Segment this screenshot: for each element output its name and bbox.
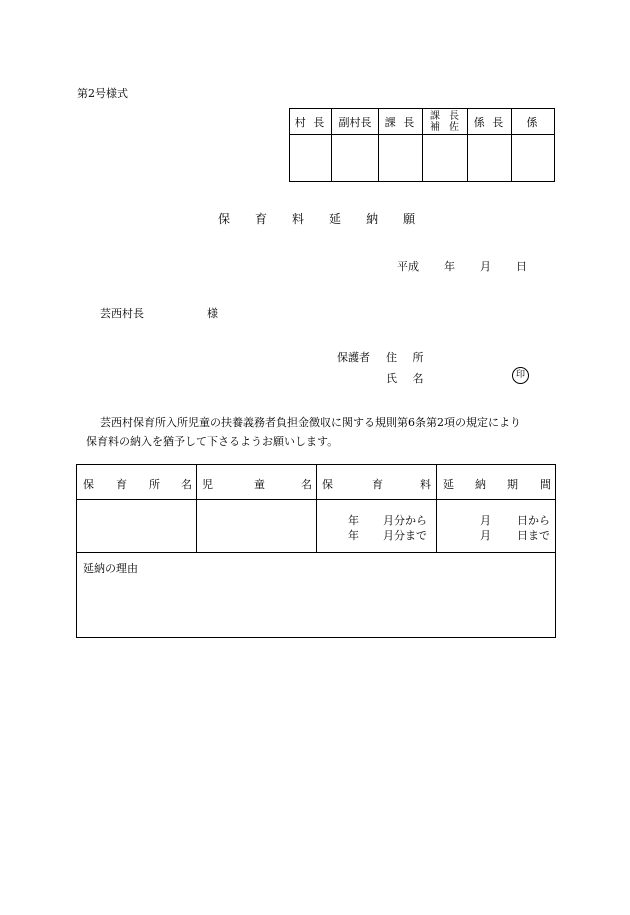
header-fee: 料 [420, 478, 431, 491]
header-period: 納 [475, 478, 486, 491]
period-to-month[interactable]: 月 [480, 529, 491, 542]
address-field[interactable]: 住 所 [386, 351, 430, 364]
document-title [218, 210, 415, 227]
approval-stamp-cell[interactable] [468, 135, 511, 181]
fee-from-year[interactable]: 年 [348, 514, 359, 527]
approval-header-char: 補 [430, 121, 441, 133]
approval-col-village-head [290, 109, 332, 181]
period-from-day[interactable]: 日から [517, 514, 550, 527]
fee-to-month[interactable]: 月分まで [383, 529, 427, 542]
header-period: 間 [540, 478, 551, 491]
approval-stamp-cell[interactable] [423, 135, 467, 181]
approval-stamp-cell[interactable] [290, 135, 331, 181]
date-era: 平成 [397, 260, 419, 273]
honorific: 様 [207, 307, 218, 320]
approval-header: 副村長 [332, 109, 378, 135]
nursery-name-field[interactable] [77, 500, 196, 553]
header-nursery: 所 [149, 478, 160, 491]
approval-col-deputy [332, 109, 379, 181]
title-char: 料 [292, 212, 305, 226]
addressee: 芸西村長 [100, 307, 144, 320]
fee-to-year[interactable]: 年 [348, 529, 359, 542]
header-child: 名 [301, 478, 312, 491]
header-period: 延 [443, 478, 454, 491]
approval-stamp-cell[interactable] [512, 135, 554, 181]
approval-stamp-cell[interactable] [332, 135, 378, 181]
header-child: 児 [202, 478, 213, 491]
approval-header: 係 [512, 109, 554, 135]
approval-header: 課 長 [379, 109, 422, 135]
approval-header-char: 長 [449, 110, 460, 122]
column-divider [316, 465, 317, 553]
request-body-line1: 芸西村保育所入所児童の扶養義務者負担金徴収に関する規則第6条第2項の規定により [100, 416, 521, 429]
header-nursery: 育 [116, 478, 127, 491]
approval-col-assistant [423, 109, 468, 181]
reason-field[interactable] [77, 575, 555, 637]
approval-col-section-chief [379, 109, 423, 181]
seal-mark-icon: 印 [512, 367, 529, 384]
title-char: 延 [329, 212, 342, 226]
title-char: 育 [255, 212, 268, 226]
approval-header [423, 109, 467, 135]
title-char: 納 [366, 212, 379, 226]
name-field[interactable]: 氏 名 [386, 372, 430, 385]
approval-col-staff [512, 109, 554, 181]
approval-header-char: 佐 [449, 121, 460, 133]
period-from-month[interactable]: 月 [480, 514, 491, 527]
date-year[interactable]: 年 [444, 260, 455, 273]
guardian-label: 保護者 [337, 351, 370, 364]
period-to-day[interactable]: 日まで [517, 529, 550, 542]
approval-header-char: 課 [430, 110, 441, 122]
column-divider [436, 465, 437, 553]
header-nursery: 保 [83, 478, 94, 491]
date-day[interactable]: 日 [516, 260, 527, 273]
header-fee: 育 [372, 478, 383, 491]
date-month[interactable]: 月 [480, 260, 491, 273]
request-body-line2: 保育料の納入を猶予して下さるようお願いします。 [86, 435, 339, 448]
approval-stamp-grid [289, 108, 555, 182]
title-char: 保 [218, 212, 231, 226]
header-child: 童 [254, 478, 265, 491]
title-char: 願 [403, 212, 416, 226]
approval-col-subsection-chief [468, 109, 512, 181]
approval-header: 係 長 [468, 109, 511, 135]
child-name-field[interactable] [197, 500, 316, 553]
header-fee: 保 [322, 478, 333, 491]
approval-header: 村 長 [290, 109, 331, 135]
deferral-table [76, 464, 556, 638]
fee-from-month[interactable]: 月分から [383, 514, 427, 527]
approval-stamp-cell[interactable] [379, 135, 422, 181]
header-nursery: 名 [181, 478, 192, 491]
reason-label: 延納の理由 [83, 562, 138, 575]
form-number: 第2号様式 [77, 87, 128, 100]
header-period: 期 [507, 478, 518, 491]
